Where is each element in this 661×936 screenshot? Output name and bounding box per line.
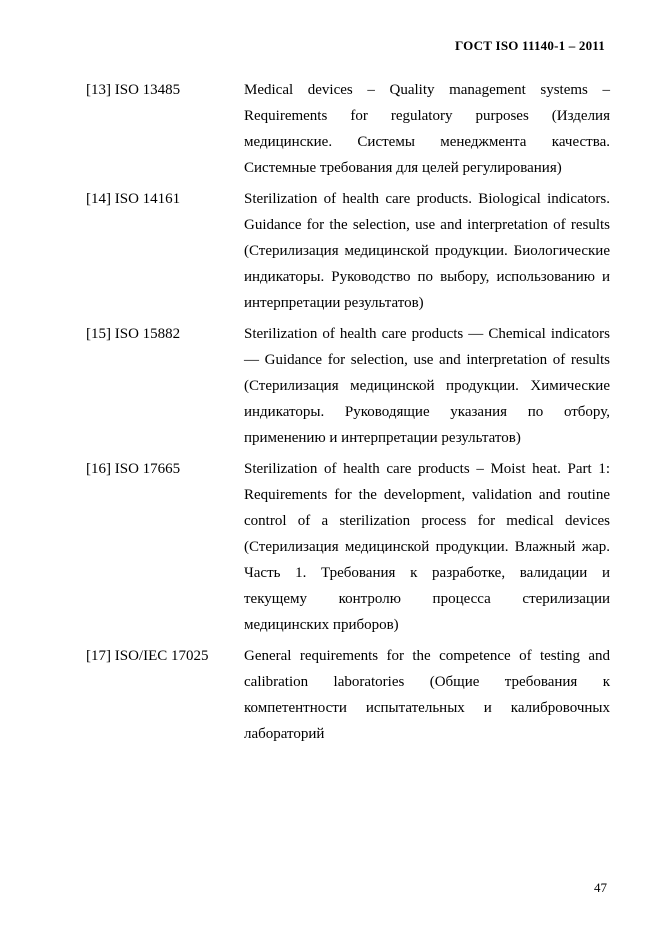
reference-title: Sterilization of health care products – Moist heat. Part 1: Requirements for the development, validation and routine control of a sterilization process for medical devices (Стерилизация медицинской продукции. Влажный жар. Часть 1. Требования к разработке, валидации и текущему контролю процесса стерилизации медицинских приборов) <box>244 461 610 633</box>
reference-code: [16] ISO 17665 <box>86 461 181 477</box>
page-header-standard: ГОСТ ISO 11140-1 – 2011 <box>455 38 605 53</box>
reference-entry-13 <box>86 76 610 181</box>
reference-entry-16 <box>86 455 610 638</box>
reference-title: Sterilization of health care products. Biological indicators. Guidance for the selection, use and interpretation of results (Стерилизация медицинской продукции. Биологические индикаторы. Руководство по выбору, использованию и интерпретации результатов) <box>244 191 610 311</box>
reference-entry-14 <box>86 185 610 316</box>
reference-title: Sterilization of health care products — Chemical indicators — Guidance for selection, use and interpretation of results (Стерилизация медицинской продукции. Химические индикаторы. Руководящие указания по отбору, применению и интерпретации результатов) <box>244 326 610 446</box>
reference-code: [13] ISO 13485 <box>86 82 181 98</box>
reference-title: Medical devices – Quality management systems – Requirements for regulatory purposes (Изделия медицинские. Системы менеджмента качества. Системные требования для целей регулирования) <box>244 82 610 176</box>
reference-code: [14] ISO 14161 <box>86 191 181 207</box>
page-number: 47 <box>594 880 607 895</box>
reference-title: General requirements for the competence of testing and calibration laboratories (Общие требования к компетентности испытательных и калибровочных лабораторий <box>244 648 610 742</box>
reference-code: [15] ISO 15882 <box>86 326 181 342</box>
bibliography-list <box>86 76 610 751</box>
reference-entry-15 <box>86 320 610 451</box>
reference-code: [17] ISO/IEC 17025 <box>86 648 209 664</box>
reference-entry-17 <box>86 642 610 747</box>
